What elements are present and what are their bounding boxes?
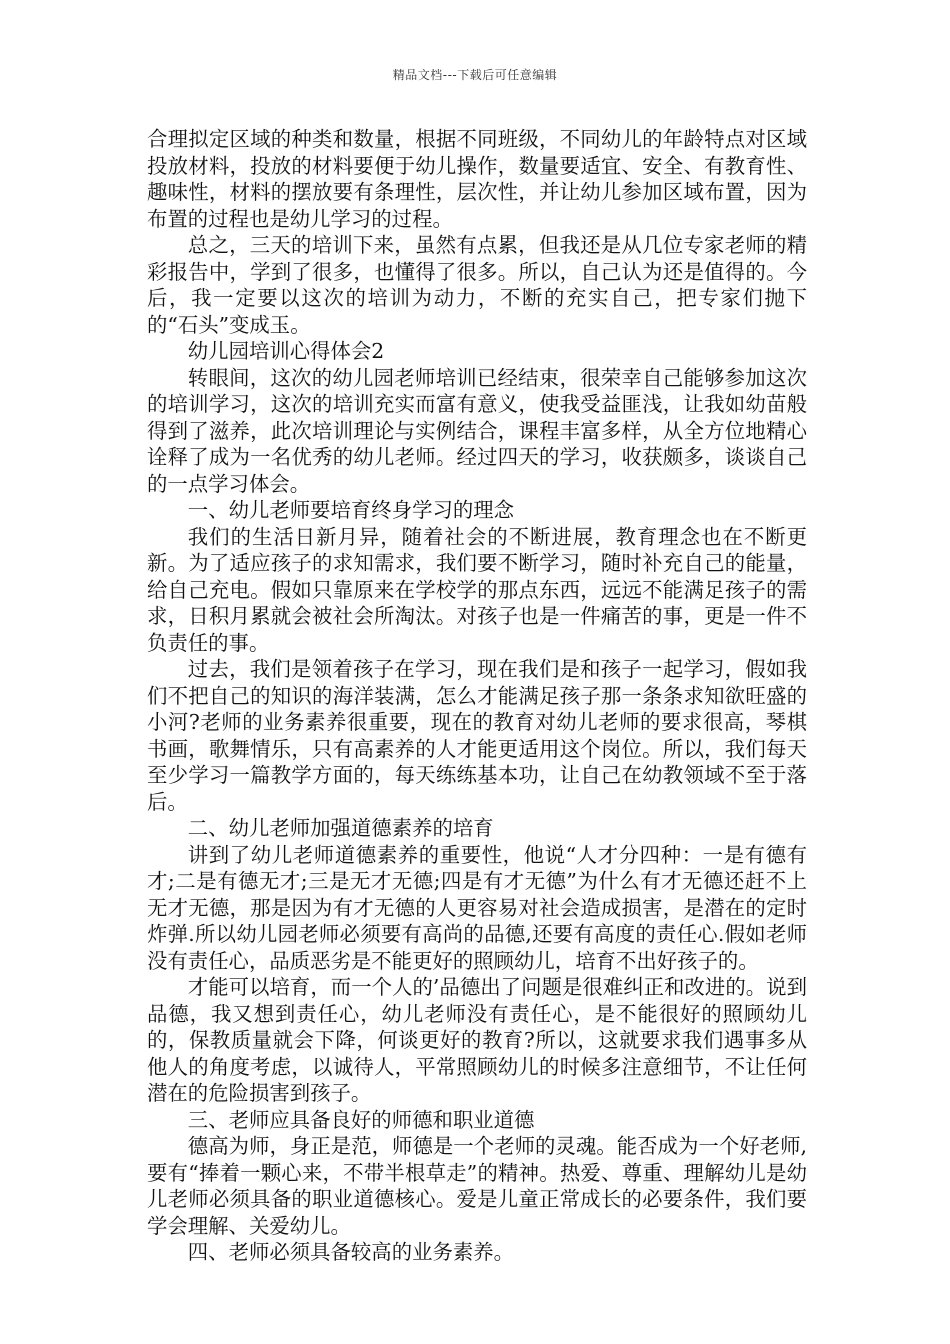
page-header: 精品文档---下载后可任意编辑 bbox=[392, 68, 558, 82]
paragraph-intro: 转眼间，这次的幼儿园老师培训已经结束，很荣幸自己能够参加这次的培训学习，这次的培训充实而富有意义，使我受益匪浅，让我如幼苗般得到了滋养，此次培训理论与实例结合，课程丰富多样，从全方位地精心诠释了成为一名优秀的幼儿老师。经过四天的学习，收获颇多，谈谈自己的一点学习体会。 bbox=[147, 365, 807, 496]
paragraph-4: 过去，我们是领着孩子在学习，现在我们是和孩子一起学习，假如我们不把自己的知识的海洋装满，怎么才能满足孩子那一条条求知欲旺盛的小河?老师的业务素养很重要，现在的教育对幼儿老师的要求很高，琴棋书画，歌舞情乐，只有高素养的人才能更适用这个岗位。所以，我们每天至少学习一篇教学方面的，每天练练基本功，让自己在幼教领域不至于落后。 bbox=[147, 657, 807, 814]
paragraph-6: 才能可以培育，而一个人的’品德出了问题是很难纠正和改进的。说到品德，我又想到责任心，幼儿老师没有责任心，是不能很好的照顾幼儿的，保教质量就会下降，何谈更好的教育?所以，这就要求我们遇事多从他人的角度考虑，以诚待人，平常照顾幼儿的时候多注意细节，不让任何潜在的危险损害到孩子。 bbox=[147, 975, 807, 1105]
section-title: 幼儿园培训心得体会2 bbox=[187, 339, 385, 363]
document-body bbox=[147, 126, 807, 1266]
heading-3: 三、老师应具备良好的师德和职业道德 bbox=[187, 1107, 535, 1132]
heading-4: 四、老师必须具备较高的业务素养。 bbox=[187, 1240, 515, 1264]
heading-2: 二、幼儿老师加强道德素养的培育 bbox=[187, 816, 494, 840]
heading-1: 一、幼儿老师要培育终身学习的理念 bbox=[187, 498, 515, 522]
paragraph-1: 合理拟定区域的种类和数量，根据不同班级，不同幼儿的年龄特点对区域投放材料，投放的材料要便于幼儿操作，数量要适宜、安全、有教育性、趣味性，材料的摆放要有条理性，层次性，并让幼儿参加区域布置，因为布置的过程也是幼儿学习的过程。 bbox=[147, 127, 807, 231]
paragraph-2: 总之，三天的培训下来，虽然有点累，但我还是从几位专家老师的精彩报告中，学到了很多，也懂得了很多。所以，自己认为还是值得的。今后，我一定要以这次的培训为动力，不断的充实自己，把专家们抛下的“石头”变成玉。 bbox=[147, 233, 807, 337]
paragraph-3: 我们的生活日新月异，随着社会的不断进展，教育理念也在不断更新。为了适应孩子的求知需求，我们要不断学习，随时补充自己的能量，给自己充电。假如只靠原来在学校学的那点东西，远远不能满足孩子的需求，日积月累就会被社会所淘汰。对孩子也是一件痛苦的事，更是一件不负责任的事。 bbox=[147, 524, 807, 655]
paragraph-5: 讲到了幼儿老师道德素养的重要性，他说“人才分四种：一是有德有才;二是有德无才;三是无才无德;四是有才无德”为什么有才无德还赶不上无才无德，那是因为有才无德的人更容易对社会造成损害，是潜在的定时炸弹.所以幼儿园老师必须要有高尚的品德,还要有高度的责任心.假如老师没有责任心，品质恶劣是不能更好的照顾幼儿，培育不出好孩子的。 bbox=[147, 842, 807, 973]
paragraph-7: 德高为师，身正是范，师德是一个老师的灵魂。能否成为一个好老师,要有“捧着一颗心来，不带半根草走”的精神。热爱、尊重、理解幼儿是幼儿老师必须具备的职业道德核心。爱是儿童正常成长的必要条件，我们要学会理解、关爱幼儿。 bbox=[147, 1134, 807, 1238]
